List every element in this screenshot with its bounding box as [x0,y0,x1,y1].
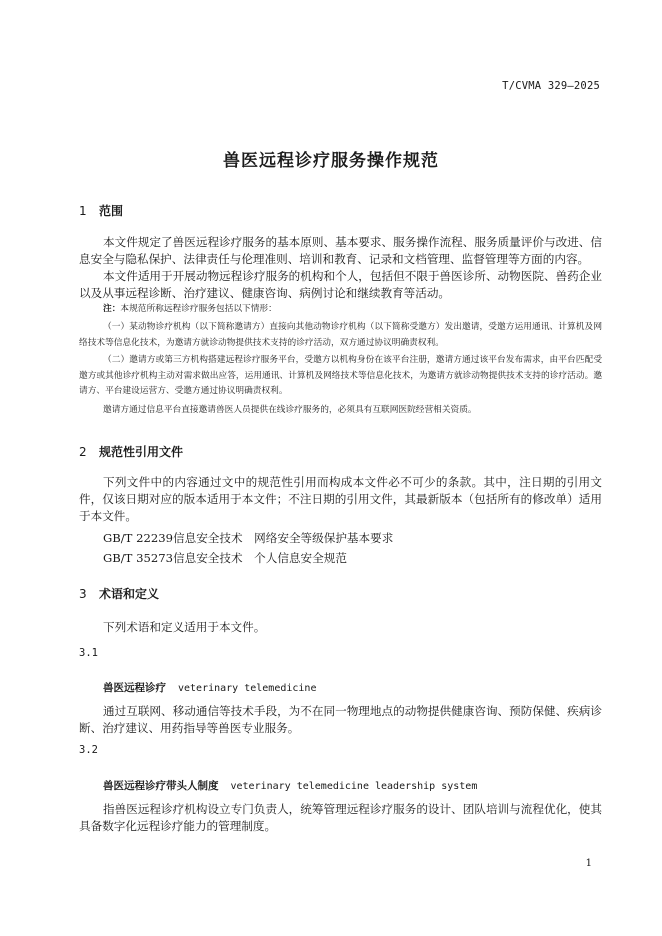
section-title: 范围 [99,204,124,218]
document-title: 兽医远程诊疗服务操作规范 [223,151,439,171]
term-entry [103,778,477,793]
section-2-heading [79,443,183,460]
paragraph: 下列文件中的内容通过文中的规范性引用而构成本文件必不可少的条款。其中，注日期的引用文件，仅该日期对应的版本适用于本文件；不注日期的引用文件，其最新版本（包括所有的修改单）适用于本文件。 [79,475,602,523]
section-number: 1 [79,204,87,218]
term-english: veterinary telemedicine leadership system [230,781,478,792]
reference-item [103,530,393,546]
section-title: 规范性引用文件 [99,445,184,459]
section-3-heading [79,585,159,602]
reference-code: GB/T 22239 [103,531,173,545]
term-definition: 指兽医远程诊疗机构设立专门负责人，统筹管理远程诊疗服务的设计、团队培训与流程优化，使其具备数字化远程诊疗能力的管理制度。 [79,802,602,833]
reference-title: 信息安全技术 网络安全等级保护基本要求 [173,531,394,545]
note-label: 注： [103,304,121,314]
reference-title: 信息安全技术 个人信息安全规范 [173,551,347,565]
page-number: 1 [585,858,592,869]
note-item: （二）邀请方或第三方机构搭建远程诊疗服务平台，受邀方以机构身份在该平台注册，邀请方通过该平台发布需求，由平台匹配受邀方或其他诊疗机构主动对需求做出应答，运用通讯、计算机及网络技术等信息化技术，为邀请方就诊动物提供技术支持的诊疗活动。邀请方、平台建设运营方、受邀方通过协议明确责权利。 [79,355,602,396]
section-title: 术语和定义 [99,587,160,601]
note-item: （一）某动物诊疗机构（以下简称邀请方）直接向其他动物诊疗机构（以下简称受邀方）发出邀请，受邀方运用通讯、计算机及网络技术等信息化技术，为邀请方就诊动物提供技术支持的诊疗活动，双方通过协议明确责权利。 [79,322,602,348]
paragraph: 本文件适用于开展动物远程诊疗服务的机构和个人，包括但不限于兽医诊所、动物医院、兽药企业以及从事远程诊断、治疗建议、健康咨询、病例讨论和继续教育等活动。 [79,269,602,300]
term-chinese: 兽医远程诊疗带头人制度 [103,780,219,792]
term-chinese: 兽医远程诊疗 [103,682,166,694]
section-number: 2 [79,445,87,459]
section-1-heading [79,202,123,219]
paragraph: 下列术语和定义适用于本文件。 [103,620,266,634]
clause-number: 3.1 [79,647,98,659]
term-english: veterinary telemedicine [178,683,317,694]
clause-number: 3.2 [79,744,98,756]
paragraph: 本文件规定了兽医远程诊疗服务的基本原则、基本要求、服务操作流程、服务质量评价与改进、信息安全与隐私保护、法律责任与伦理准则、培训和教育、记录和文档管理、监督管理等方面的内容。 [79,235,602,266]
note-intro: 本规范所称远程诊疗服务包括以下情形： [120,304,277,314]
section-number: 3 [79,587,87,601]
reference-code: GB/T 35273 [103,551,173,565]
reference-item [103,550,347,566]
term-entry [103,680,316,695]
document-id: T/CVMA 329—2025 [502,80,600,92]
note-heading [103,302,277,314]
note-item: 邀请方通过信息平台直接邀请兽医人员提供在线诊疗服务的，必须具有互联网医院经营相关资质。 [103,405,477,415]
term-definition: 通过互联网、移动通信等技术手段，为不在同一物理地点的动物提供健康咨询、预防保健、疾病诊断、治疗建议、用药指导等兽医专业服务。 [79,704,602,735]
